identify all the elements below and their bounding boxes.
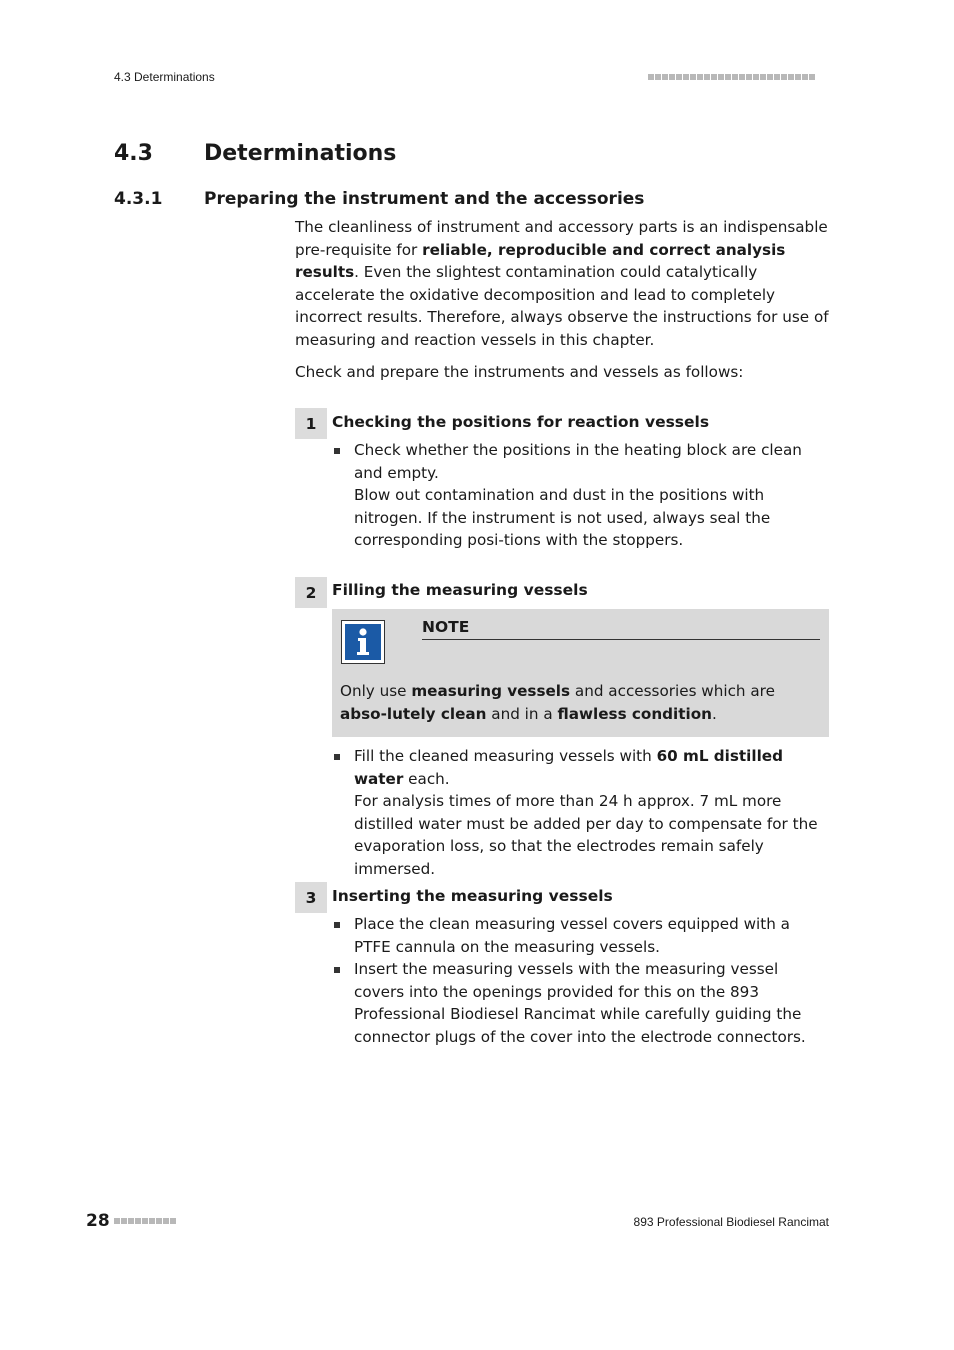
list-item <box>332 745 830 880</box>
list-item-text: Check whether the positions in the heating block are clean and empty. <box>354 441 802 482</box>
header-decoration-dots <box>648 74 815 80</box>
list-item-text <box>354 745 830 790</box>
step-1-title: Checking the positions for reaction vessels <box>332 413 710 431</box>
intro-text-continued: . Even the slightest contamination could catalytically accelerate the oxidative decomposition and lead to completely incorrect results. Therefore, always observe the instructions for use of measuring and reaction vessels in this chapter. <box>295 263 829 349</box>
list-item <box>332 913 830 958</box>
section-title: Determinations <box>204 141 397 166</box>
page-number: 28 <box>86 1211 110 1231</box>
step-1-list <box>332 439 830 552</box>
list-item-text: Insert the measuring vessels with the measuring vessel covers into the openings provided for this on the 893 Professional Biodiesel Rancimat while carefully guiding the connector plugs of the cover into the electrode connectors. <box>354 960 806 1046</box>
subsection-number: 4.3.1 <box>114 189 163 209</box>
note-text-part: Only use <box>340 682 412 700</box>
section-heading <box>114 141 396 166</box>
note-emphasis: abso-lutely clean <box>340 704 487 723</box>
note-text-part: and in a <box>486 704 558 723</box>
check-paragraph: Check and prepare the instruments and vessels as follows: <box>295 363 744 381</box>
list-item <box>332 439 830 552</box>
intro-emphasis: reliable, reproducible and correct analysis results <box>295 240 786 281</box>
footer-product-name: 893 Professional Biodiesel Rancimat <box>633 1215 829 1229</box>
note-box <box>332 609 829 737</box>
step-2-list <box>332 745 830 880</box>
running-header: 4.3 Determinations <box>114 70 215 84</box>
footer-decoration-dots <box>114 1218 176 1224</box>
info-icon <box>341 620 385 664</box>
list-item-text: Place the clean measuring vessel covers equipped with a PTFE cannula on the measuring vessels. <box>354 915 790 956</box>
list-item-text-part: each. <box>403 769 450 788</box>
list-item-detail: For analysis times of more than 24 h approx. 7 mL more distilled water must be added per day to compensate for the evaporation loss, so that the electrodes remain safely immersed. <box>354 792 818 878</box>
list-item <box>332 958 830 1048</box>
section-number: 4.3 <box>114 141 153 166</box>
step-2-title: Filling the measuring vessels <box>332 581 588 599</box>
intro-text: The cleanliness of instrument and accessory parts is an indispensable pre-requisite for <box>295 218 828 259</box>
subsection-title: Preparing the instrument and the accessories <box>204 189 645 209</box>
note-text <box>340 680 820 725</box>
step-3-list <box>332 913 830 1048</box>
step-3-title: Inserting the measuring vessels <box>332 887 613 905</box>
note-title: NOTE <box>422 618 820 640</box>
list-item-detail: Blow out contamination and dust in the positions with nitrogen. If the instrument is not used, always seal the corresponding posi-tions with the stoppers. <box>354 486 771 549</box>
note-text-part: and accessories which are <box>570 682 775 700</box>
note-text-part: . <box>711 704 717 723</box>
list-item-text-part: Fill the cleaned measuring vessels with <box>354 747 657 765</box>
step-3-number: 3 <box>295 882 327 913</box>
step-1-number: 1 <box>295 408 327 439</box>
step-2-number: 2 <box>295 577 327 608</box>
note-emphasis: measuring vessels <box>411 682 571 700</box>
note-emphasis: flawless condition <box>557 704 712 723</box>
intro-paragraph <box>295 216 830 351</box>
list-item-emphasis: 60 mL distilled water <box>354 747 783 788</box>
subsection-heading <box>114 189 644 209</box>
